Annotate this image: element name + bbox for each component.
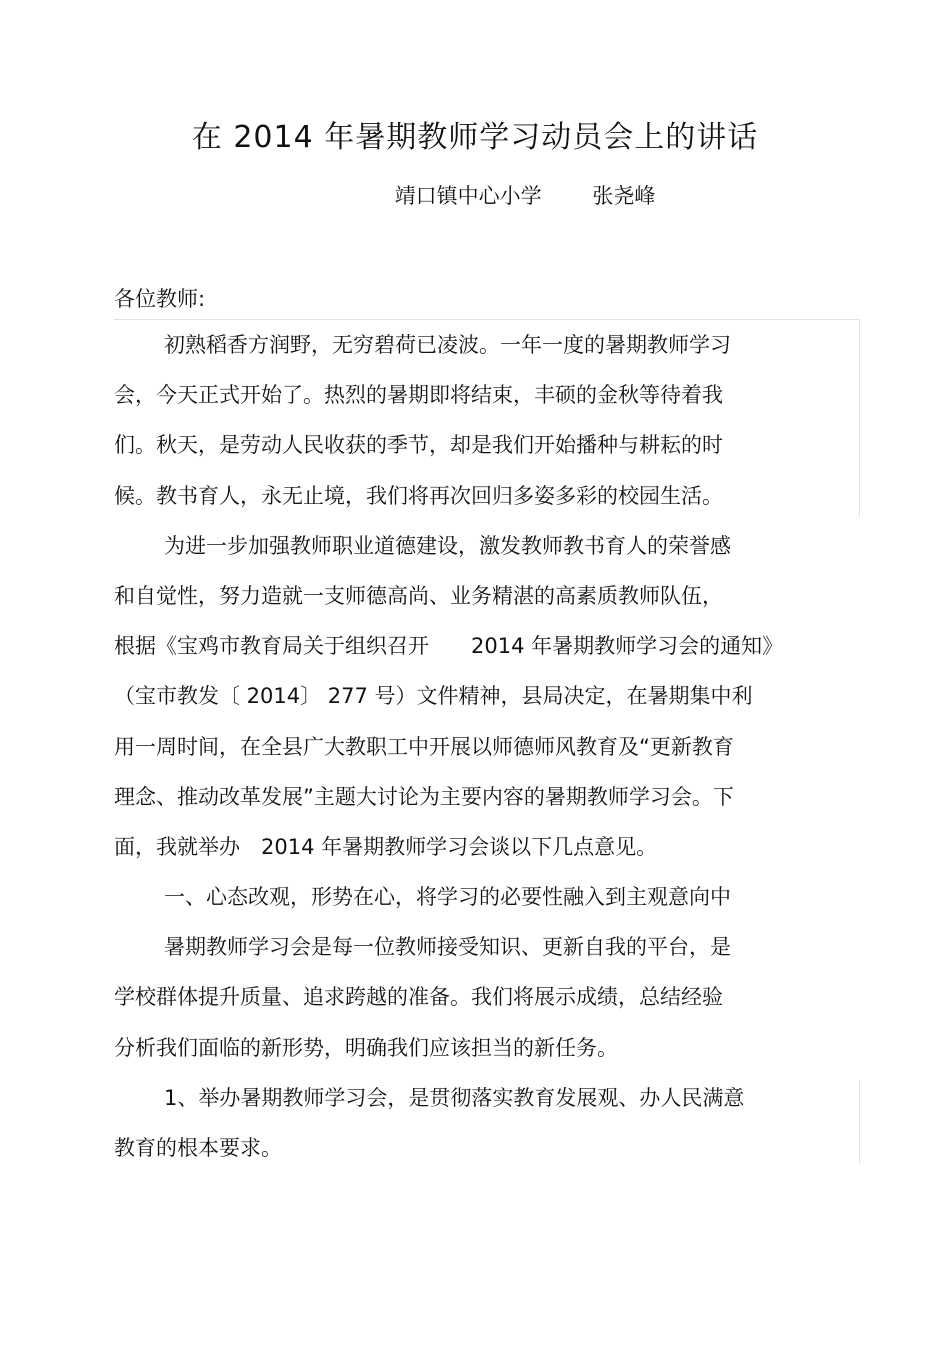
paragraph-line: 1、举办暑期教师学习会，是贯彻落实教育发展观、办人民满意 [164,1085,745,1110]
paragraph-line: 教育的根本要求。 [114,1136,282,1160]
paragraph-line: 初熟稻香方润野，无穷碧荷已凌波。一年一度的暑期教师学习 [164,333,731,357]
paragraph-line: 理念、推动改革发展”主题大讨论为主要内容的暑期教师学习会。下 [114,784,734,809]
paragraph-line: 用一周时间，在全县广大教职工中开展以师德师风教育及“更新教育 [114,734,734,759]
paragraph-line: 为进一步加强教师职业道德建设，激发教师教书育人的荣誉感 [164,533,731,558]
section-heading: 一、心态改观，形势在心，将学习的必要性融入到主观意向中 [164,885,731,910]
author-line [0,180,950,210]
paragraph-line: 分析我们面临的新形势，明确我们应该担当的新任务。 [114,1035,618,1060]
paragraph-line: 学校群体提升质量、追求跨越的准备。我们将展示成绩，总结经验 [114,985,723,1010]
frame-right-line-lower [859,1080,860,1164]
paragraph-line: （宝市教发〔 2014〕 277 号）文件精神，县局决定，在暑期集中利 [114,684,753,709]
body-text [114,330,854,1183]
paragraph-line: 候。教书育人，永无止境，我们将再次回归多姿多彩的校园生活。 [114,483,723,508]
frame-top-line [114,319,860,320]
paragraph-line: 暑期教师学习会是每一位教师接受知识、更新自我的平台，是 [164,935,731,960]
paragraph-line: 面，我就举办 2014 年暑期教师学习会谈以下几点意见。 [114,834,658,859]
paragraph-line: 会，今天正式开始了。热烈的暑期即将结束，丰硕的金秋等待着我 [114,383,723,408]
greeting: 各位教师: [114,287,206,311]
document-title: 在 2014 年暑期教师学习动员会上的讲话 [191,120,759,155]
paragraph-line: 们。秋天，是劳动人民收获的季节，却是我们开始播种与耕耘的时 [114,433,723,458]
paragraph-line: 根据《宝鸡市教育局关于组织召开 2014 年暑期教师学习会的通知》 [114,634,784,659]
paragraph-line: 和自觉性，努力造就一支师德高尚、业务精湛的高素质教师队伍， [114,583,723,608]
author-name: 张尧峰 [592,184,656,208]
school-name: 靖口镇中心小学 [394,184,542,208]
frame-right-line-upper [859,319,860,517]
